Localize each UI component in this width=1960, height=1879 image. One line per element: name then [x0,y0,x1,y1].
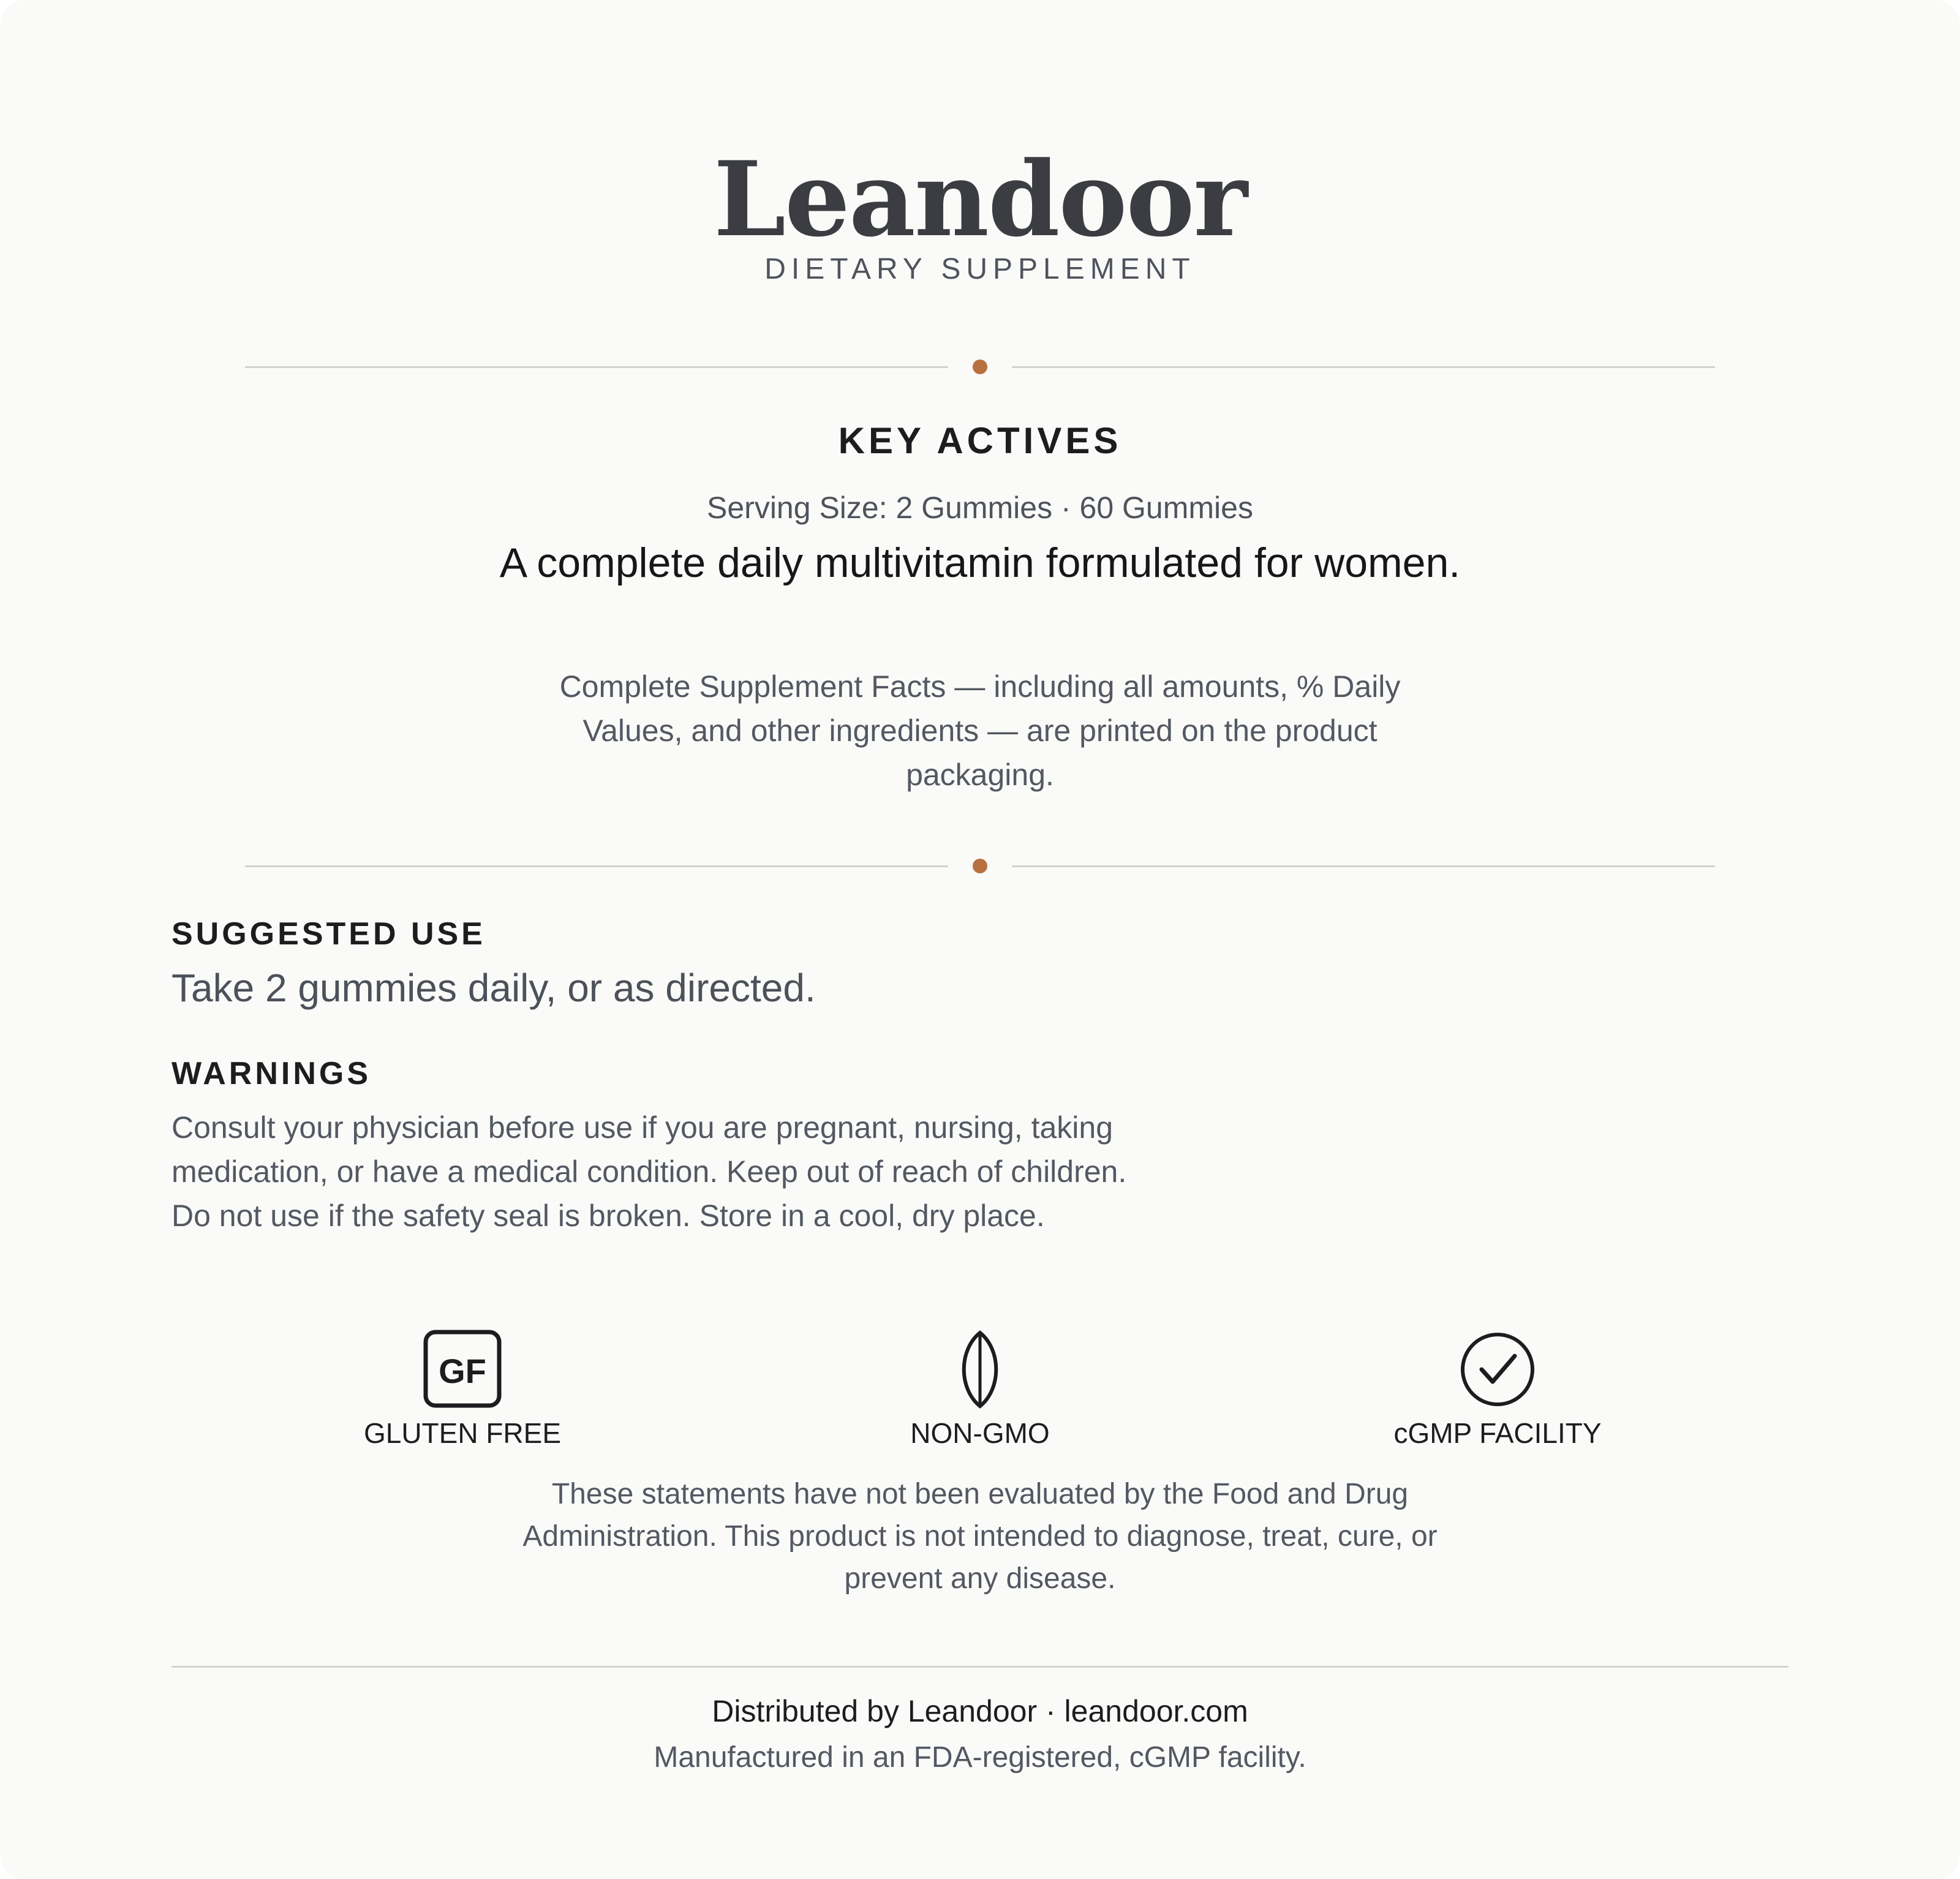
badge-non-gmo [809,1329,1152,1452]
divider-dot [973,859,987,873]
warnings-heading: WARNINGS [172,1056,371,1091]
divider-line [1012,865,1715,867]
key-actives-heading: KEY ACTIVES [838,420,1122,461]
gluten-free-icon-text: GF [439,1352,486,1390]
divider-line [1012,366,1715,368]
badge-cgmp-facility [1326,1329,1669,1452]
product-tagline: A complete daily multivitamin formulated for women. [499,540,1461,586]
ornament-divider [245,859,1715,873]
supplement-facts-note: Complete Supplement Facts — including all amounts, % Daily Values, and other ingredients — are printed on the product packaging. [559,669,1401,792]
badge-label: GLUTEN FREE [363,1417,562,1449]
footer-divider [172,1666,1789,1668]
fda-disclaimer: These statements have not been evaluated by the Food and Drug Administration. This product is not intended to diagnose, treat, cure, or prevent any disease. [522,1478,1438,1595]
divider-line [245,366,948,368]
suggested-use-heading: SUGGESTED USE [172,916,486,952]
ornament-divider [245,360,1715,374]
badge-label: NON-GMO [910,1417,1050,1449]
badge-label: cGMP FACILITY [1393,1417,1602,1449]
brand-subtitle: DIETARY SUPPLEMENT [764,253,1196,285]
warnings-text: Consult your physician before use if you are pregnant, nursing, taking medication, or have a medical condition. Keep out of reach of children. Do not use if the safety seal is broken. Store in a cool, dry place. [172,1110,1127,1233]
gluten-free-icon [420,1329,505,1415]
leaf-icon [937,1329,1023,1415]
distributor-line: Distributed by Leandoor · leandoor.com [712,1694,1248,1728]
divider-dot [973,360,987,374]
divider-line [245,865,948,867]
manufacturing-note: Manufactured in an FDA-registered, cGMP facility. [654,1741,1306,1774]
brand-logo: Leandoor [713,138,1247,260]
suggested-use-text: Take 2 gummies daily, or as directed. [172,966,816,1010]
badge-gluten-free [291,1329,634,1452]
serving-size: Serving Size: 2 Gummies · 60 Gummies [707,491,1253,525]
check-circle-icon [1455,1329,1540,1415]
